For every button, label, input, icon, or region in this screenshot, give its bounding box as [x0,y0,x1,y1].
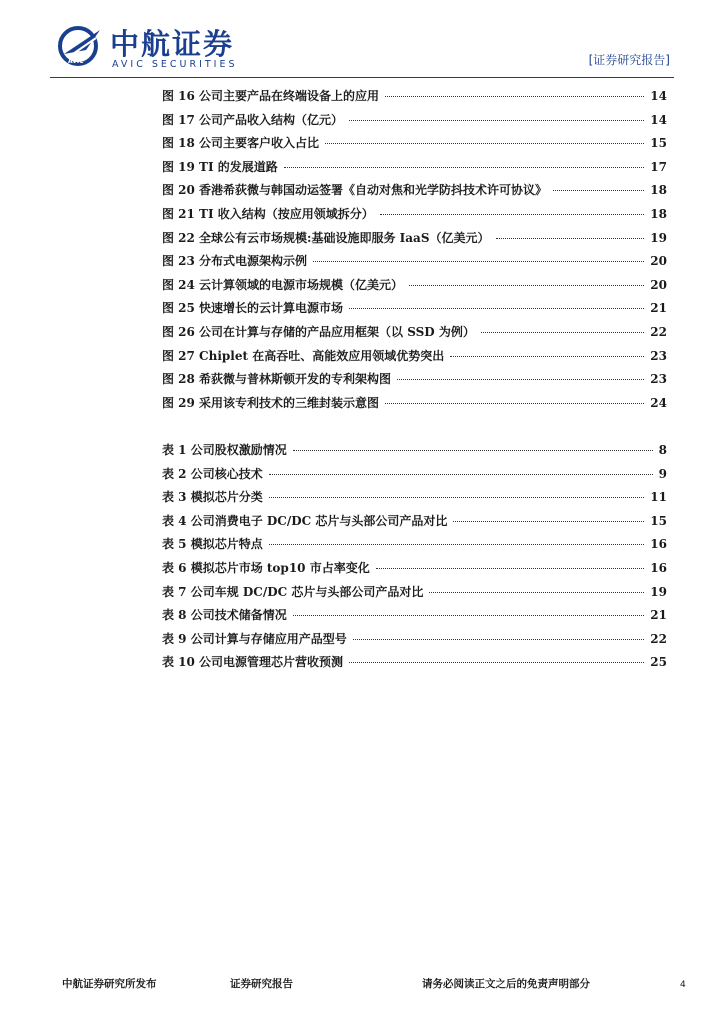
figure-index-entry[interactable] [162,227,667,251]
table-index-entry-page: 9 [658,466,667,481]
dot-leader [349,308,644,309]
figure-index-entry-label: 图 29 采用该专利技术的三维封装示意图 [162,395,380,410]
logo-english: AVIC SECURITIES [112,59,238,70]
table-index-entry-page: 16 [650,537,667,552]
figure-index-entry-label: 图 26 公司在计算与存储的产品应用框架（以 SSD 为例） [162,324,475,339]
table-index-entry-label: 表 6 模拟芯片市场 top10 市占率变化 [162,560,370,575]
table-index-entry-label: 表 1 公司股权激励情况 [162,443,287,457]
figure-index-entry-label: 图 22 全球公有云市场规模:基础设施即服务 IaaS（亿美元） [162,230,490,245]
page-header [0,0,724,82]
dot-leader [325,143,644,144]
dot-leader [385,96,644,97]
dot-leader [349,120,644,121]
table-index-entry-page: 19 [650,584,667,599]
dot-leader [409,285,644,286]
dot-leader [453,521,644,522]
avic-logo-icon [56,24,104,66]
figure-index-list [162,85,667,415]
dot-leader [376,568,645,569]
table-index-entry[interactable] [162,557,667,581]
dot-leader [380,214,645,215]
table-index-entry[interactable] [162,439,667,463]
dot-leader [284,167,645,168]
table-index-entry-label: 表 7 公司车规 DC/DC 芯片与头部公司产品对比 [162,584,424,599]
figure-index-entry[interactable] [162,297,667,321]
figure-index-entry-page: 24 [650,395,667,410]
dot-leader [269,544,645,545]
figure-index-entry[interactable] [162,85,667,109]
figure-index-entry-label: 图 24 云计算领域的电源市场规模（亿美元） [162,277,404,292]
table-index-entry-label: 表 4 公司消费电子 DC/DC 芯片与头部公司产品对比 [162,513,448,528]
table-index-entry-page: 25 [650,655,667,670]
figure-index-entry[interactable] [162,321,667,345]
dot-leader [397,379,644,380]
figure-index-entry-label: 图 16 公司主要产品在终端设备上的应用 [162,89,380,103]
dot-leader [269,474,653,475]
figure-index-entry-page: 14 [650,89,667,103]
figure-index-entry[interactable] [162,345,667,369]
figure-index-entry-label: 图 20 香港希荻微与韩国动运签署《自动对焦和光学防抖技术许可协议》 [162,183,548,198]
figure-index-entry-page: 20 [650,254,667,269]
table-index-entry-page: 15 [650,513,667,528]
figure-index-entry-page: 18 [650,183,667,198]
figure-index-entry-label: 图 19 TI 的发展道路 [162,159,278,174]
report-type-tag: [证券研究报告] [588,53,670,67]
figure-index-entry-label: 图 21 TI 收入结构（按应用领域拆分） [162,206,374,221]
table-index-entry[interactable] [162,533,667,557]
dot-leader [429,592,644,593]
figure-index-entry[interactable] [162,132,667,156]
figure-index-entry[interactable] [162,274,667,298]
table-index-entry[interactable] [162,651,667,675]
dot-leader [349,662,644,663]
figure-index-entry[interactable] [162,156,667,180]
table-index-entry-label: 表 5 模拟芯片特点 [162,537,263,552]
footer-disclaimer: 请务必阅读正文之后的免责声明部分 [422,978,590,990]
table-index-entry[interactable] [162,581,667,605]
table-index-entry-page: 11 [650,490,667,505]
footer-doc-type: 证券研究报告 [230,978,293,990]
dot-leader [385,403,644,404]
logo-badge-text: AVIC [68,58,84,65]
figure-index-entry[interactable] [162,250,667,274]
table-index-entry-label: 表 10 公司电源管理芯片营收预测 [162,655,344,670]
dot-leader [553,190,644,191]
table-index-entry-page: 16 [650,560,667,575]
header-divider [50,77,674,78]
table-index-entry[interactable] [162,628,667,652]
figure-index-entry-label: 图 28 希荻微与普林斯顿开发的专利架构图 [162,372,392,387]
footer-publisher: 中航证券研究所发布 [62,978,157,990]
table-index-entry-page: 22 [650,631,667,646]
figure-index-entry-page: 15 [650,136,667,151]
dot-leader [496,238,645,239]
dot-leader [293,450,653,451]
figure-index-entry[interactable] [162,392,667,416]
table-index-entry-label: 表 2 公司核心技术 [162,466,263,481]
figure-index-entry-page: 17 [650,159,667,174]
dot-leader [269,497,645,498]
table-index-entry-page: 21 [650,608,667,623]
table-index-entry-label: 表 8 公司技术储备情况 [162,608,287,623]
page-footer [0,968,724,998]
table-index-entry-page: 8 [658,443,667,457]
figure-index-entry-label: 图 18 公司主要客户收入占比 [162,136,320,151]
figure-index-entry-label: 图 23 分布式电源架构示例 [162,254,308,269]
logo-chinese: 中航证券 [110,27,235,61]
figure-index-entry[interactable] [162,368,667,392]
figure-index-entry-page: 14 [650,112,667,127]
figure-index-entry-page: 22 [650,324,667,339]
figure-index-entry-label: 图 27 Chiplet 在高吞吐、高能效应用领域优势突出 [162,348,445,363]
figure-index-entry-page: 23 [650,372,667,387]
figure-index-entry[interactable] [162,203,667,227]
table-index-list [162,439,667,675]
figure-index-entry-page: 20 [650,277,667,292]
figure-index-entry-page: 19 [650,230,667,245]
figure-index-entry-label: 图 17 公司产品收入结构（亿元） [162,112,344,127]
table-index-entry[interactable] [162,463,667,487]
table-index-entry[interactable] [162,604,667,628]
table-index-entry-label: 表 9 公司计算与存储应用产品型号 [162,631,347,646]
dot-leader [353,639,645,640]
figure-index-entry-label: 图 25 快速增长的云计算电源市场 [162,301,344,316]
figure-index-entry[interactable] [162,179,667,203]
dot-leader [450,356,644,357]
table-index-entry-label: 表 3 模拟芯片分类 [162,490,263,505]
table-index-entry[interactable] [162,486,667,510]
dot-leader [313,261,644,262]
dot-leader [293,615,645,616]
figure-index-entry-page: 21 [650,301,667,316]
figure-index-entry-page: 23 [650,348,667,363]
page-number: 4 [680,980,686,990]
figure-index-entry[interactable] [162,109,667,133]
table-index-entry[interactable] [162,510,667,534]
figure-index-entry-page: 18 [650,206,667,221]
dot-leader [481,332,644,333]
